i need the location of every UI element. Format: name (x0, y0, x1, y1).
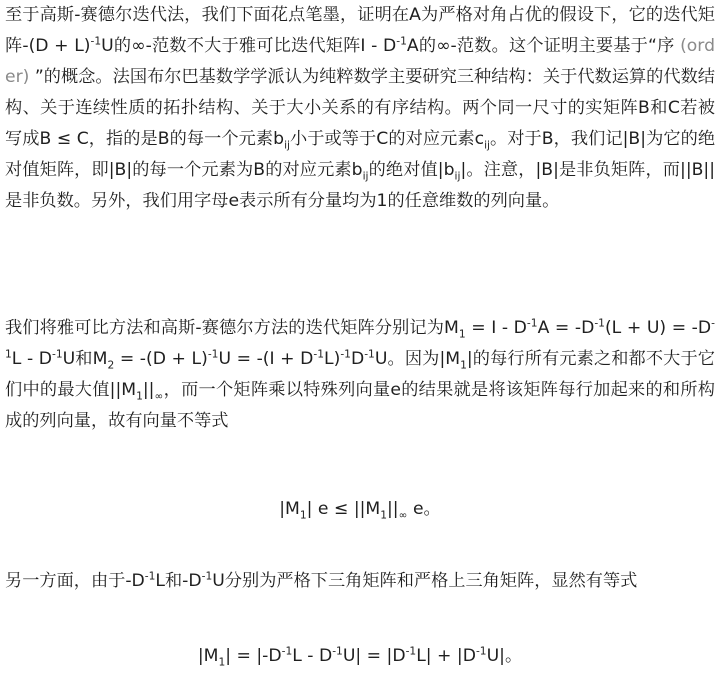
text-run: |的每行所有元素之和都不大于它们中的最大值||M (5, 349, 715, 400)
subscript: 1 (460, 358, 467, 372)
order-term: (order) (5, 36, 715, 87)
superscript: -1 (51, 347, 63, 361)
superscript: -1 (5, 316, 715, 361)
text-run: U = -(I + D (218, 349, 314, 369)
text-run: A = -D (537, 318, 595, 338)
text-run: 小于或等于C的对应元素c (289, 129, 485, 149)
superscript: -1 (144, 569, 156, 583)
superscript: -1 (90, 34, 102, 48)
text-run: ”的概念。法国布尔巴基数学学派认为纯粹数学主要研究三种结构：关于代数运算的代数结构、关于连续性质的拓扑结构、关于大小关系的有序结构。两个同一尺寸的实矩阵B和C若被写成B ≤ C，指的是B的每一个元素b (5, 67, 715, 149)
math-run: e。 (407, 499, 441, 519)
text-run: || (142, 380, 155, 400)
text-run: 我们将雅可比方法和高斯-赛德尔方法的迭代矩阵分别记为M (5, 318, 459, 338)
subscript: ∞ (398, 508, 408, 522)
superscript: -1 (332, 644, 343, 658)
math-run: L - D (292, 646, 333, 666)
text-run: (L + U) = -D (604, 318, 712, 338)
text-run: L) (324, 349, 341, 369)
superscript: -1 (207, 347, 219, 361)
text-run: 。对于B，我们记|B|为它的绝对值矩阵，即|B|的每一个元素为B的对应元素b (5, 129, 716, 180)
text-run: U。因为|M (374, 349, 461, 369)
paragraph-triangular-matrices (5, 566, 715, 597)
subscript: ∞ (154, 389, 164, 403)
subscript: 1 (136, 389, 143, 403)
superscript: -1 (405, 644, 417, 658)
text-run: U分别为严格下三角矩阵和严格上三角矩阵，显然有等式 (212, 571, 638, 591)
math-run: | = |-D (225, 646, 282, 666)
text-run: L - D (11, 349, 52, 369)
subscript: 1 (299, 508, 307, 522)
superscript: -1 (475, 644, 487, 658)
formula-vector-inequality (0, 494, 720, 525)
subscript: 2 (107, 358, 115, 372)
text-run: 另一方面，由于-D (5, 571, 145, 591)
math-run: U|。 (486, 646, 523, 666)
math-run: U| = |D (342, 646, 406, 666)
paragraph-gauss-seidel-intro (5, 0, 715, 217)
formula-absolute-value-equality (0, 641, 720, 672)
superscript: -1 (313, 347, 325, 361)
superscript: -1 (396, 34, 407, 48)
subscript: ij (484, 138, 490, 152)
superscript: -1 (526, 316, 538, 330)
text-run: = -(D + L) (114, 349, 208, 369)
superscript: -1 (340, 347, 351, 361)
math-run: L| + |D (416, 646, 476, 666)
text-run: U的∞-范数不大于雅可比迭代矩阵I - D (101, 36, 397, 56)
text-run: 至于高斯-赛德尔迭代法，我们下面花点笔墨，证明在A为严格对角占优的假设下，它的迭代矩阵-(D + L) (5, 5, 715, 56)
paragraph-iteration-matrices (5, 313, 715, 437)
text-run: 的绝对值|b (368, 160, 455, 180)
superscript: -1 (364, 347, 375, 361)
subscript: ij (454, 169, 461, 183)
text-run: U和M (62, 349, 108, 369)
subscript: 1 (458, 327, 466, 341)
superscript: -1 (201, 569, 213, 583)
math-run: | e ≤ ||M (306, 499, 381, 519)
math-run: |M (279, 499, 300, 519)
math-run: |M (197, 646, 219, 666)
text-run: = I - D (465, 318, 527, 338)
text-run: |。注意，|B|是非负矩阵，而||B||是非负数。另外，我们用字母e表示所有分量均为1的任意维数的列向量。 (5, 160, 716, 211)
text-run: D (350, 349, 365, 369)
superscript: -1 (594, 316, 605, 330)
text-run: A的∞-范数。这个证明主要基于“序 (406, 36, 675, 56)
text-run: L和-D (155, 571, 202, 591)
subscript: 1 (380, 508, 388, 522)
text-run: ，而一个矩阵乘以特殊列向量e的结果就是将该矩阵每行加起来的和所构成的列向量，故有向量不等式 (5, 380, 715, 431)
superscript: -1 (281, 644, 293, 658)
subscript: ij (284, 138, 290, 152)
math-run: || (387, 499, 399, 519)
subscript: ij (362, 169, 369, 183)
subscript: 1 (218, 655, 226, 669)
